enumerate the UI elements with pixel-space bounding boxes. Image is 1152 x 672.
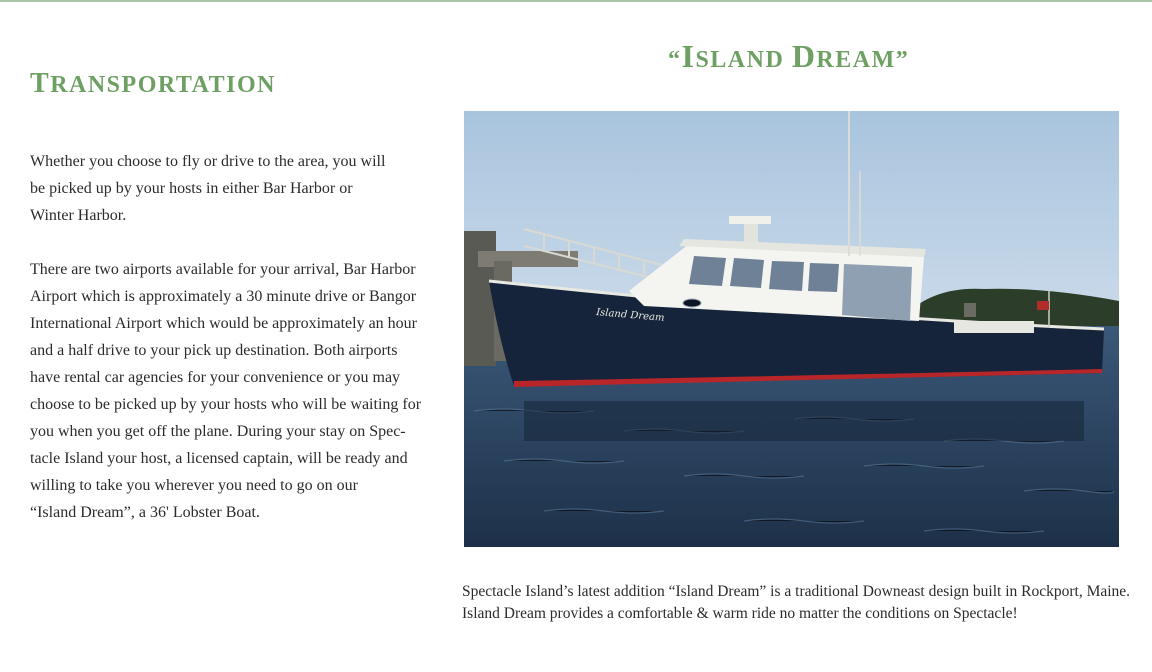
- heading-initial: T: [30, 68, 51, 99]
- text-line: have rental car agencies for your convenience or you may: [30, 369, 401, 386]
- transportation-heading: [30, 68, 276, 100]
- radar: [729, 216, 771, 224]
- heading-initial-d: D: [791, 38, 817, 74]
- transport-paragraph-2: [30, 256, 440, 526]
- heading-initial-i: I: [681, 38, 696, 74]
- porthole: [683, 299, 701, 307]
- text-line: willing to take you wherever you need to go on our: [30, 477, 358, 494]
- close-quote: ”: [895, 47, 910, 73]
- text-line: and a half drive to your pick up destination. Both airports: [30, 342, 398, 359]
- photo-caption: [462, 581, 1142, 625]
- text-line: be picked up by your hosts in either Bar Harbor or: [30, 180, 353, 197]
- text-line: you when you get off the plane. During your stay on Spec-: [30, 423, 406, 440]
- open-quote: “: [668, 47, 682, 73]
- heading-word-sland: SLAND: [695, 47, 792, 73]
- top-rule: [0, 0, 1152, 2]
- text-line: Winter Harbor.: [30, 207, 127, 224]
- text-line: tacle Island your host, a licensed captain, will be ready and: [30, 450, 408, 467]
- caption-line: Island Dream provides a comfortable & warm ride no matter the conditions on Spectacle!: [462, 605, 1018, 622]
- flag: [1037, 301, 1049, 310]
- boat-illustration: [464, 111, 1119, 547]
- heading-rest: RANSPORTATION: [50, 72, 276, 98]
- text-line: Whether you choose to fly or drive to the area, you will: [30, 153, 386, 170]
- boat-photo: [464, 111, 1119, 547]
- text-line: International Airport which would be approximately an hour: [30, 315, 418, 332]
- caption-line: Spectacle Island’s latest addition “Island Dream” is a traditional Downeast design built in Rockport, Maine.: [462, 583, 1131, 600]
- hull-name: Island Dream: [595, 307, 665, 324]
- island-dream-heading: [668, 38, 909, 75]
- text-line: Airport which is approximately a 30 minute drive or Bangor: [30, 288, 417, 305]
- text-line: There are two airports available for your arrival, Bar Harbor: [30, 261, 416, 278]
- text-line: choose to be picked up by your hosts who will be waiting for: [30, 396, 422, 413]
- heading-word-ream: REAM: [816, 47, 896, 73]
- transport-paragraph-1: [30, 148, 440, 229]
- text-line: “Island Dream”, a 36' Lobster Boat.: [30, 504, 260, 521]
